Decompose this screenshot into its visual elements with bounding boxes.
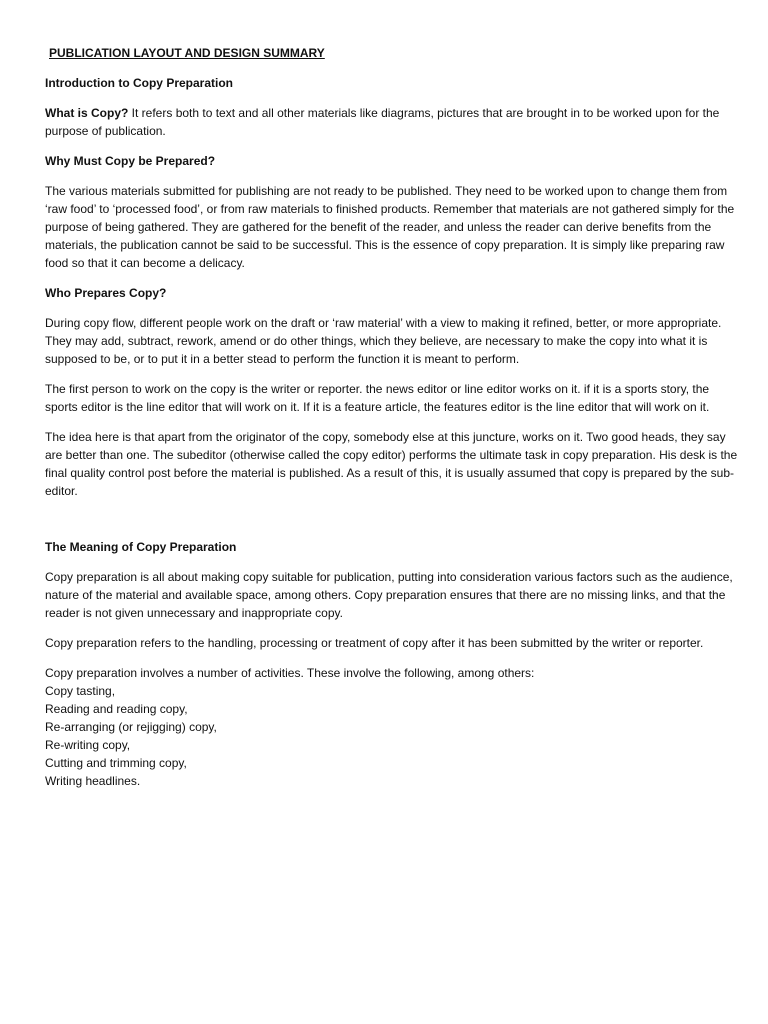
who-heading: Who Prepares Copy? xyxy=(45,286,167,300)
who-paragraph-3: The idea here is that apart from the originator of the copy, somebody else at this juncture, works on it. Two good heads, they say are better than one. The subeditor (otherwise called the copy editor) performs the ultimate task in copy preparation. His desk is the final quality control post before the material is published. As a result of this, it is usually assumed that copy is prepared by the sub-editor. xyxy=(45,430,738,498)
meaning-heading: The Meaning of Copy Preparation xyxy=(45,540,237,554)
what-is-copy-text: It refers both to text and all other materials like diagrams, pictures that are brought in to be worked upon for the purpose of publication. xyxy=(45,106,720,138)
who-paragraph-1: During copy flow, different people work on the draft or ‘raw material’ with a view to making it refined, better, or more appropriate. They may add, subtract, rework, amend or do other things, which they believe, are necessary to make the copy into what it is supposed to be, or to put it in a better stead to perform the function it is meant to perform. xyxy=(45,316,722,366)
meaning-paragraph-1: Copy preparation is all about making copy suitable for publication, putting into consideration various factors such as the audience, nature of the material and available space, among others. Copy preparation ensures that there are no missing links, and that the reader is not given unnecessary and inappropriate copy. xyxy=(45,570,733,620)
activity-item: Reading and reading copy, xyxy=(45,702,188,716)
what-is-copy-paragraph xyxy=(45,104,744,140)
intro-heading: Introduction to Copy Preparation xyxy=(45,76,233,90)
activities-list xyxy=(45,682,744,790)
activity-item: Cutting and trimming copy, xyxy=(45,756,187,770)
activity-item: Copy tasting, xyxy=(45,684,116,698)
what-is-copy-lead: What is Copy? xyxy=(45,106,129,120)
section-spacer xyxy=(45,512,744,538)
document-title: PUBLICATION LAYOUT AND DESIGN SUMMARY xyxy=(49,46,325,60)
why-heading: Why Must Copy be Prepared? xyxy=(45,154,216,168)
activities-block xyxy=(45,664,744,790)
activities-intro: Copy preparation involves a number of activities. These involve the following, among others: xyxy=(45,666,535,680)
why-paragraph: The various materials submitted for publishing are not ready to be published. They need to be worked upon to change them from ‘raw food’ to ‘processed food’, or from raw materials to finished products. Remember that materials are not gathered simply for the purpose of being gathered. They are gathered for the benefit of the reader, and unless the reader can derive benefits from the materials, the publication cannot be said to be successful. This is the essence of copy preparation. It is simply like preparing raw food so that it can become a delicacy. xyxy=(45,184,735,270)
meaning-paragraph-2: Copy preparation refers to the handling, processing or treatment of copy after it has been submitted by the writer or reporter. xyxy=(45,636,704,650)
who-paragraph-2: The first person to work on the copy is the writer or reporter. the news editor or line editor works on it. if it is a sports story, the sports editor is the line editor that will work on it. If it is a feature article, the features editor is the line editor that will work on it. xyxy=(45,382,710,414)
activity-item: Writing headlines. xyxy=(45,774,141,788)
activity-item: Re-arranging (or rejigging) copy, xyxy=(45,720,217,734)
activity-item: Re-writing copy, xyxy=(45,738,131,752)
